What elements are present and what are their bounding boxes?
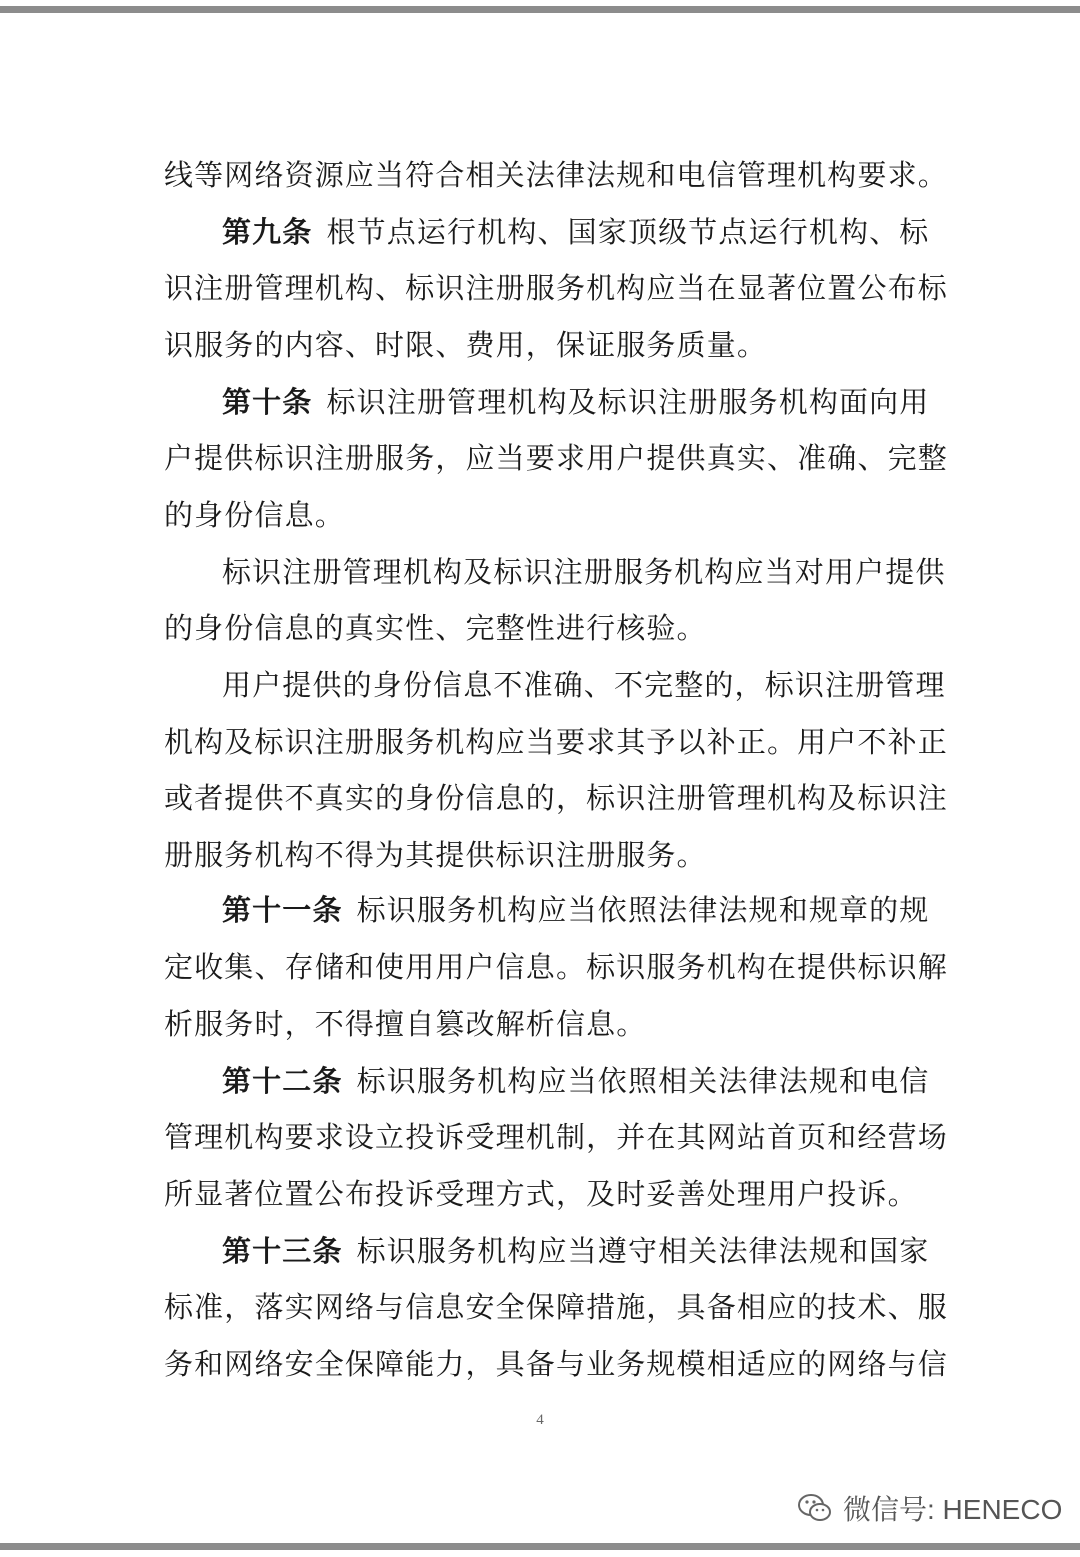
- text-line: [222, 552, 946, 592]
- text-line: [164, 325, 767, 365]
- text-line: [222, 1061, 929, 1101]
- line-text: 或者提供不真实的身份信息的，标识注册管理机构及标识注: [164, 781, 948, 815]
- text-line: [164, 438, 948, 478]
- top-border: [0, 6, 1080, 13]
- text-line: [164, 778, 948, 818]
- line-text: 所显著位置公布投诉受理方式，及时妥善处理用户投诉。: [164, 1177, 918, 1211]
- page-number: 4: [536, 1412, 544, 1428]
- watermark-text: 微信号: HENECO: [843, 1494, 1063, 1525]
- line-text: 标准，落实网络与信息安全保障措施，具备相应的技术、服: [164, 1290, 948, 1324]
- article-heading: 第十条: [222, 385, 313, 419]
- text-line: [164, 1287, 948, 1327]
- text-line: [164, 947, 948, 987]
- line-text: 标识服务机构应当遵守相关法律法规和国家: [356, 1234, 930, 1268]
- line-text: 标识服务机构应当依照相关法律法规和电信: [356, 1064, 930, 1098]
- line-text: 用户提供的身份信息不准确、不完整的，标识注册管理: [222, 668, 946, 702]
- line-text: 根节点运行机构、国家顶级节点运行机构、标: [326, 215, 930, 249]
- article-heading: 第十二条: [222, 1064, 343, 1098]
- line-text: 的身份信息。: [164, 498, 345, 532]
- text-line: [164, 835, 707, 875]
- text-line: [222, 665, 946, 705]
- line-text: 册服务机构不得为其提供标识注册服务。: [164, 838, 707, 872]
- text-line: [164, 495, 345, 535]
- text-line: [164, 722, 948, 762]
- line-text: 标识注册管理机构及标识注册服务机构面向用: [326, 385, 930, 419]
- article-heading: 第十三条: [222, 1234, 343, 1268]
- line-text: 识注册管理机构、标识注册服务机构应当在显著位置公布标: [164, 271, 948, 305]
- line-text: 标识服务机构应当依照法律法规和规章的规: [356, 893, 930, 927]
- text-line: [164, 155, 948, 195]
- line-text: 户提供标识注册服务，应当要求用户提供真实、准确、完整: [164, 441, 948, 475]
- text-line: [222, 212, 929, 252]
- line-text: 析服务时，不得擅自篡改解析信息。: [164, 1007, 647, 1041]
- text-line: [164, 268, 948, 308]
- text-line: [164, 1174, 918, 1214]
- line-text: 识服务的内容、时限、费用，保证服务质量。: [164, 328, 768, 362]
- text-line: [164, 1344, 948, 1384]
- article-heading: 第十一条: [222, 893, 343, 927]
- line-text: 务和网络安全保障能力，具备与业务规模相适应的网络与信: [164, 1347, 948, 1381]
- bottom-border: [0, 1543, 1080, 1550]
- wechat-icon: [795, 1488, 835, 1528]
- text-line: [222, 890, 929, 930]
- line-text: 标识注册管理机构及标识注册服务机构应当对用户提供: [222, 555, 946, 589]
- line-text: 管理机构要求设立投诉受理机制，并在其网站首页和经营场: [164, 1120, 948, 1154]
- text-line: [222, 1231, 929, 1271]
- text-line: [164, 1004, 646, 1044]
- text-line: [164, 1117, 948, 1157]
- watermark: [795, 1488, 1062, 1528]
- line-text: 机构及标识注册服务机构应当要求其予以补正。用户不补正: [164, 725, 948, 759]
- line-text: 的身份信息的真实性、完整性进行核验。: [164, 611, 707, 645]
- article-heading: 第九条: [222, 215, 313, 249]
- text-line: [222, 382, 929, 422]
- line-text: 线等网络资源应当符合相关法律法规和电信管理机构要求。: [164, 158, 948, 192]
- text-line: [164, 608, 707, 648]
- line-text: 定收集、存储和使用用户信息。标识服务机构在提供标识解: [164, 950, 948, 984]
